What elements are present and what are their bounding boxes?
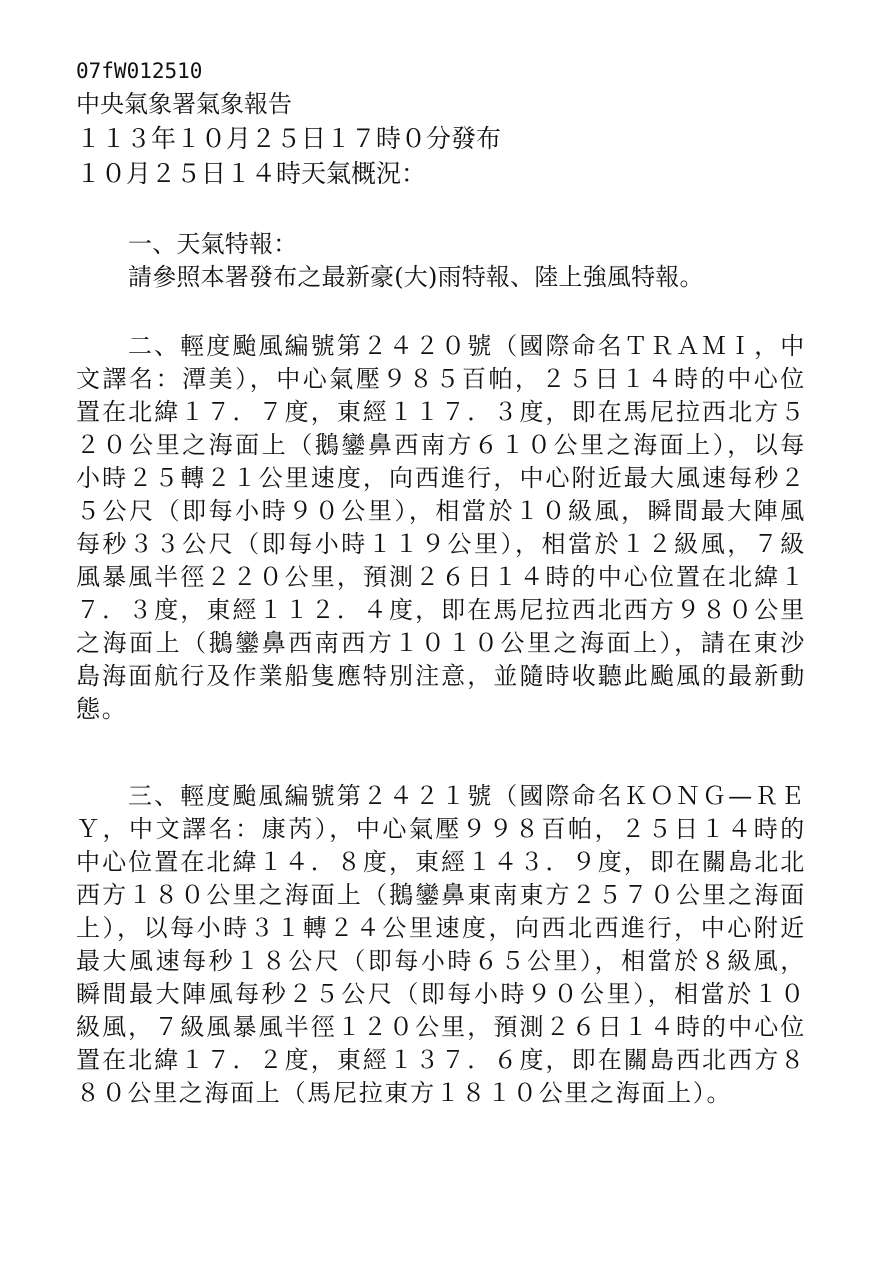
section-weather-warnings xyxy=(76,228,806,294)
section-text: 三、輕度颱風編號第２４２１號（國際命名ＫＯＮＧ—ＲＥＹ，中文譯名：康芮），中心氣壓９９８百帕，２５日１４時的中心位置在北緯１４．８度，東經１４３．９度，即在關島北北西方１８０公里之海面上（鵝鑾鼻東南東方２５７０公里之海面上），以每小時３１轉２４公里速度，向西北西進行，中心附近最大風速每秒１８公尺（即每小時６５公里），相當於８級風，瞬間最大陣風每秒２５公尺（即每小時９０公里），相當於１０級風，７級風暴風半徑１２０公里，預測２６日１４時的中心位置在北緯１７．２度，東經１３７．６度，即在關島西北西方８８０公里之海面上（馬尼拉東方１８１０公里之海面上）。 xyxy=(76,782,806,1107)
section-heading: 一、天氣特報： xyxy=(128,230,298,258)
issue-datetime: １１３年１０月２５日１７時０分發布 xyxy=(76,124,502,153)
section-text: 二、輕度颱風編號第２４２０號（國際命名ＴＲＡＭＩ，中文譯名：潭美），中心氣壓９８５百帕，２５日１４時的中心位置在北緯１７．７度，東經１１７．３度，即在馬尼拉西北方５２０公里之海面上（鵝鑾鼻西南方６１０公里之海面上），以每小時２５轉２１公里速度，向西進行，中心附近最大風速每秒２５公尺（即每小時９０公里），相當於１０級風，瞬間最大陣風每秒３３公尺（即每小時１１９公里），相當於１２級風，７級風暴風半徑２２０公里，預測２６日１４時的中心位置在北緯１７．３度，東經１１２．４度，即在馬尼拉西北西方９８０公里之海面上（鵝鑾鼻西南西方１０１０公里之海面上），請在東沙島海面航行及作業船隻應特別注意，並隨時收聽此颱風的最新動態。 xyxy=(76,332,806,723)
section-text: 請參照本署發布之最新豪(大)雨特報、陸上強風特報。 xyxy=(128,263,704,291)
document-id: 07fW012510 xyxy=(76,59,203,83)
agency-title: 中央氣象署氣象報告 xyxy=(76,90,292,118)
section-typhoon-trami xyxy=(76,330,806,726)
section-typhoon-kong-rey xyxy=(76,780,806,1110)
overview-heading: １０月２５日１４時天氣概況： xyxy=(76,159,427,188)
